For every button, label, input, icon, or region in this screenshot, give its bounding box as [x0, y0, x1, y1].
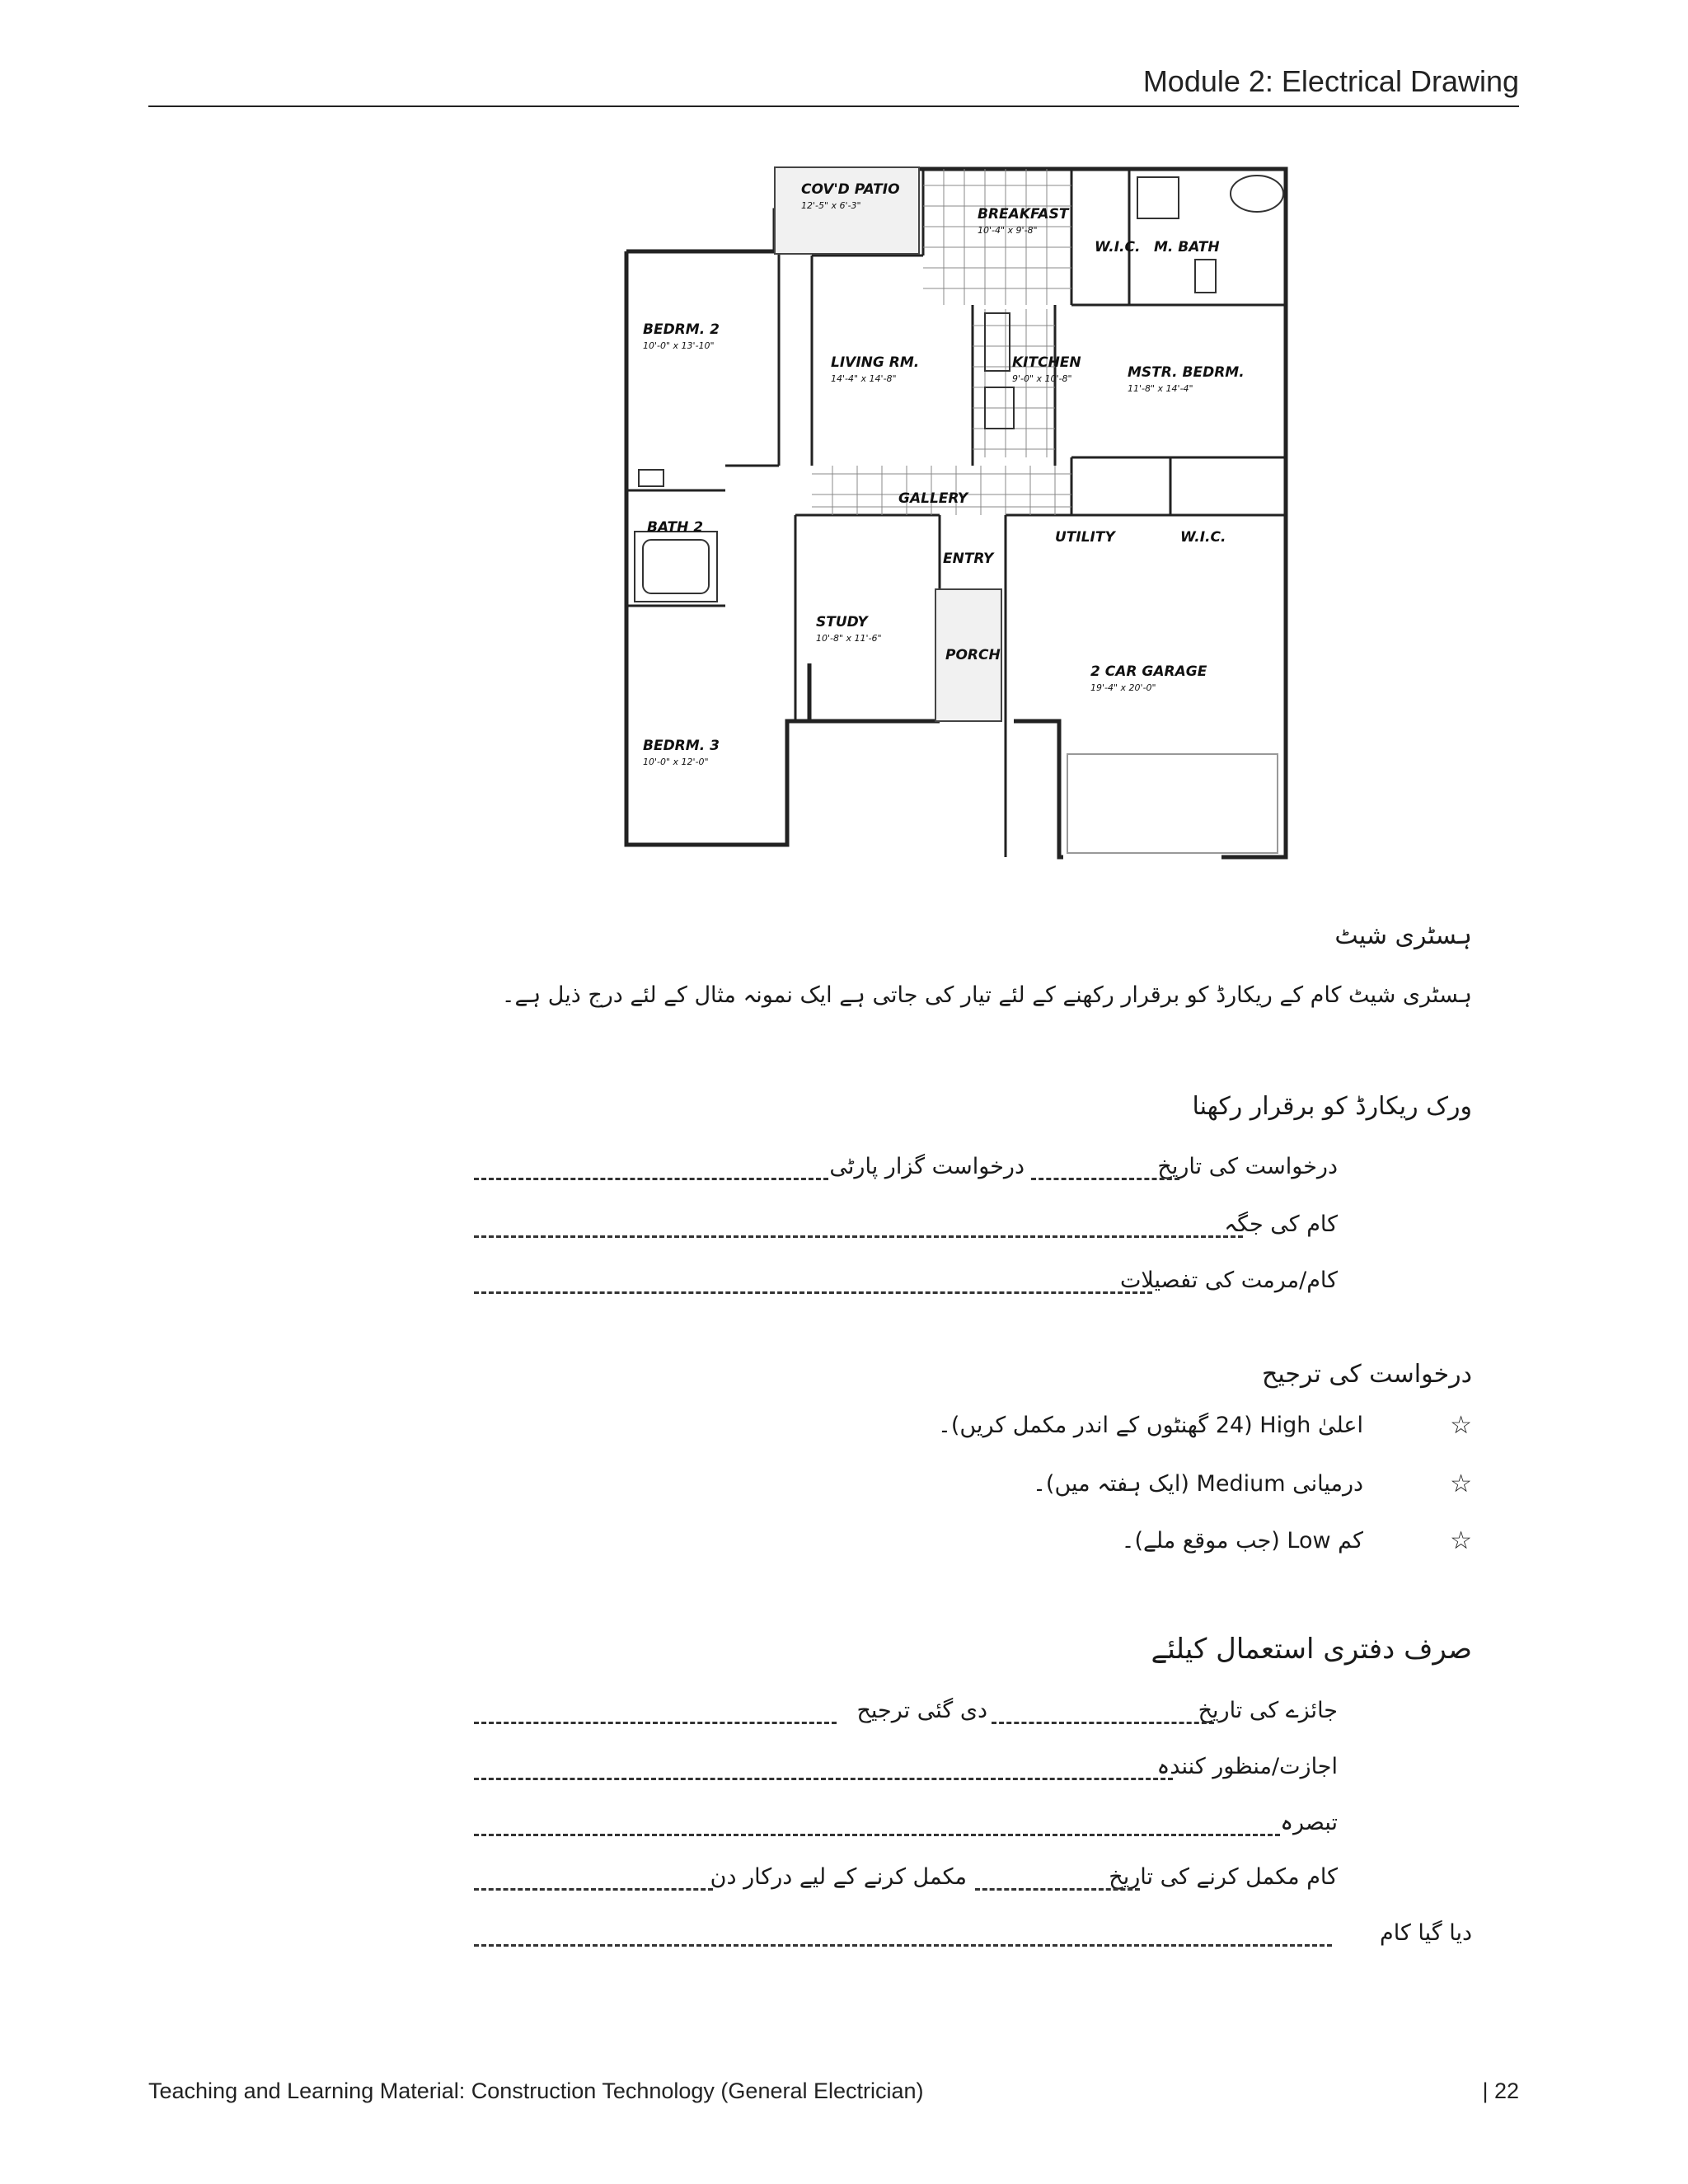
svg-text:LIVING RM.: LIVING RM. [831, 354, 920, 371]
svg-text:9'-0" x 10'-8": 9'-0" x 10'-8" [1012, 373, 1072, 384]
completion-date-blank[interactable] [975, 1888, 1140, 1891]
svg-text:BREAKFAST: BREAKFAST [978, 206, 1069, 223]
svg-text:UTILITY: UTILITY [1055, 529, 1115, 546]
header-rule [148, 105, 1519, 107]
days-required-label: مکمل کرنے کے لیے درکار دن [710, 1864, 967, 1890]
svg-text:PORCH: PORCH [945, 647, 1001, 663]
svg-text:11'-8" x 14'-4": 11'-8" x 14'-4" [1128, 383, 1193, 394]
star-icon[interactable]: ☆ [1450, 1411, 1472, 1440]
svg-text:BEDRM. 3: BEDRM. 3 [643, 738, 720, 754]
star-icon[interactable]: ☆ [1450, 1469, 1472, 1498]
svg-text:10'-0" x 12'-0": 10'-0" x 12'-0" [643, 757, 709, 767]
svg-text:KITCHEN: KITCHEN [1012, 354, 1081, 371]
priority-heading: درخواست کی ترجیح [1261, 1360, 1472, 1389]
svg-text:BATH 2: BATH 2 [647, 519, 704, 536]
svg-text:MSTR. BEDRM.: MSTR. BEDRM. [1128, 364, 1245, 381]
priority-low-label: کم Low (جب موقع ملے)۔ [1121, 1528, 1363, 1554]
completion-date-label: کام مکمل کرنے کی تاریخ [1109, 1864, 1338, 1890]
comment-blank[interactable] [474, 1834, 1280, 1836]
form-row-details [474, 1268, 1338, 1301]
details-blank[interactable] [474, 1291, 1152, 1294]
priority-low[interactable] [824, 1526, 1472, 1563]
history-heading: ہسٹری شیٹ [1334, 921, 1472, 950]
requester-label: درخواست گزار پارٹی [829, 1154, 1025, 1179]
svg-text:12'-5" x 6'-3": 12'-5" x 6'-3" [801, 200, 861, 211]
form-row-location [474, 1212, 1338, 1244]
comment-label: تبصرہ [1280, 1810, 1338, 1835]
footer-title: Teaching and Learning Material: Construction Technology (General Electrician) [148, 2079, 924, 2103]
form-row-request [474, 1154, 1338, 1187]
priority-high[interactable] [824, 1411, 1472, 1447]
svg-text:COV'D PATIO: COV'D PATIO [801, 181, 900, 198]
svg-text:W.I.C.: W.I.C. [1095, 239, 1141, 255]
office-use-heading: صرف دفتری استعمال کیلئے [1151, 1633, 1472, 1666]
priority-given-blank[interactable] [474, 1722, 837, 1724]
svg-text:2 CAR GARAGE: 2 CAR GARAGE [1090, 663, 1207, 680]
location-label: کام کی جگہ [1224, 1212, 1338, 1237]
page-header-title: Module 2: Electrical Drawing [1142, 64, 1519, 98]
form-row-comment [474, 1810, 1338, 1843]
location-blank[interactable] [474, 1235, 1243, 1238]
svg-text:10'-4" x 9'-8": 10'-4" x 9'-8" [978, 225, 1038, 236]
star-icon[interactable]: ☆ [1450, 1526, 1472, 1555]
approval-blank[interactable] [474, 1778, 1173, 1780]
priority-high-label: اعلیٰ High (24 گھنٹوں کے اندر مکمل کریں)۔ [938, 1413, 1363, 1438]
svg-text:M. BATH: M. BATH [1154, 239, 1220, 255]
floor-plan-svg [610, 161, 1298, 861]
form-row-completion [474, 1864, 1338, 1897]
work-record-heading: ورک ریکارڈ کو برقرار رکھنا [1192, 1092, 1472, 1121]
svg-text:W.I.C.: W.I.C. [1180, 529, 1226, 546]
details-label: کام/مرمت کی تفصیلات [1119, 1268, 1338, 1293]
svg-text:10'-8" x 11'-6": 10'-8" x 11'-6" [816, 633, 882, 644]
floor-plan-drawing [610, 161, 1298, 861]
priority-given-label: دی گئی ترجیح [856, 1698, 987, 1723]
svg-text:STUDY: STUDY [816, 614, 868, 630]
form-row-approval [474, 1754, 1338, 1787]
survey-date-blank[interactable] [992, 1722, 1214, 1724]
history-intro: ہسٹری شیٹ کام کے ریکارڈ کو برقرار رکھنے کے لئے تیار کی جاتی ہے ایک نمونہ مثال کے لئے درج ذیل ہے۔ [501, 982, 1472, 1008]
survey-date-label: جائزے کی تاریخ [1198, 1698, 1338, 1723]
svg-text:ENTRY: ENTRY [943, 551, 994, 567]
form-row-survey [474, 1698, 1338, 1731]
request-date-blank[interactable] [1031, 1178, 1179, 1180]
form-row-work-assigned [474, 1920, 1472, 1953]
days-required-blank[interactable] [474, 1888, 713, 1891]
svg-text:GALLERY: GALLERY [898, 490, 968, 507]
request-date-label: درخواست کی تاریخ [1157, 1154, 1338, 1179]
priority-medium-label: درمیانی Medium (ایک ہفتہ میں)۔ [1033, 1471, 1363, 1497]
page-number: | 22 [1482, 2079, 1519, 2103]
priority-medium[interactable] [824, 1469, 1472, 1506]
svg-text:14'-4" x 14'-8": 14'-4" x 14'-8" [831, 373, 897, 384]
work-assigned-label: دیا گیا کام [1380, 1920, 1472, 1946]
work-assigned-blank[interactable] [474, 1944, 1332, 1947]
svg-text:BEDRM. 2: BEDRM. 2 [643, 321, 720, 338]
requester-blank[interactable] [474, 1178, 828, 1180]
svg-text:19'-4" x 20'-0": 19'-4" x 20'-0" [1090, 682, 1156, 693]
svg-text:10'-0" x 13'-10": 10'-0" x 13'-10" [643, 340, 715, 351]
approval-label: اجازت/منظور کنندہ [1156, 1754, 1338, 1779]
